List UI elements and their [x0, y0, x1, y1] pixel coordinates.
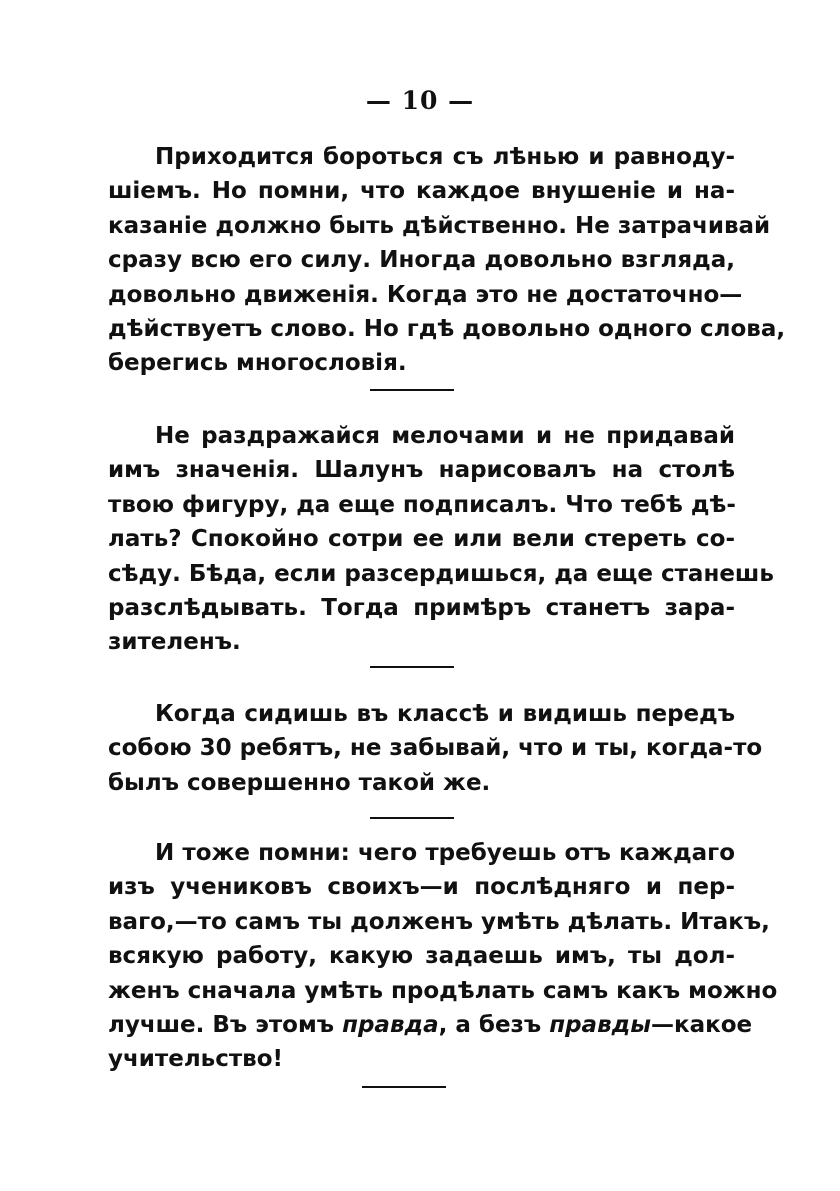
- paragraph-line: сразу всю его силу. Иногда довольно взгляда,: [108, 247, 735, 274]
- paragraph-line: учительство!: [108, 1046, 284, 1073]
- section-divider: [362, 1086, 446, 1088]
- page-number: — 10 —: [365, 86, 475, 115]
- paragraph-line: былъ совершенно такой же.: [108, 769, 491, 796]
- section-divider: [370, 666, 454, 668]
- paragraph-line: женъ сначала умѣть продѣлать самъ какъ можно: [108, 977, 778, 1004]
- paragraph-line: имъ значенія. Шалунъ нарисовалъ на столѣ: [108, 457, 735, 484]
- paragraph-4: [108, 836, 778, 1077]
- line-text: , а безъ: [438, 1012, 550, 1039]
- paragraph-line-with-emphasis: [108, 1008, 753, 1042]
- paragraph-line: казаніе должно быть дѣйственно. Не затрачивай: [108, 212, 771, 239]
- paragraph-line: Когда сидишь въ классѣ и видишь передъ: [155, 701, 735, 727]
- paragraph-1: [108, 140, 786, 381]
- paragraph-line: собою 30 ребятъ, не забывай, что и ты, когда-то: [108, 735, 763, 762]
- emphasis-pravdy: правды: [549, 1012, 652, 1039]
- line-text: лучше. Въ этомъ: [108, 1012, 343, 1039]
- paragraph-line: берегись многословія.: [108, 350, 407, 377]
- paragraph-line: сѣду. Бѣда, если разсердишься, да еще станешь: [108, 560, 774, 587]
- paragraph-line: Не раздражайся мелочами и не придавай: [155, 423, 735, 449]
- paragraph-line: зителенъ.: [108, 629, 241, 656]
- paragraph-line: шіемъ. Но помни, что каждое внушеніе и на-: [108, 178, 735, 205]
- section-divider: [370, 817, 454, 819]
- paragraph-line: изъ учениковъ своихъ—и послѣдняго и пер-: [108, 874, 735, 901]
- paragraph-line: И тоже помни: чего требуешь отъ каждаго: [155, 840, 735, 866]
- paragraph-line: Приходится бороться съ лѣнью и равноду-: [155, 144, 735, 170]
- paragraph-line: разслѣдывать. Тогда примѣръ станетъ зара-: [108, 595, 735, 622]
- paragraph-line: дѣйствуетъ слово. Но гдѣ довольно одного слова,: [108, 316, 786, 343]
- paragraph-2: [108, 419, 774, 660]
- paragraph-line: довольно движенія. Когда это не достаточно—: [108, 281, 743, 308]
- paragraph-line: лать? Спокойно сотри ее или вели стереть со-: [108, 526, 735, 553]
- paragraph-line: всякую работу, какую задаешь имъ, ты дол-: [108, 943, 735, 970]
- section-divider: [370, 389, 454, 391]
- emphasis-pravda: правда: [342, 1012, 439, 1039]
- paragraph-line: ваго,—то самъ ты долженъ умѣть дѣлать. Итакъ,: [108, 908, 770, 935]
- paragraph-line: твою фигуру, да еще подписалъ. Что тебѣ дѣ-: [108, 491, 736, 518]
- line-text: —какое: [651, 1012, 753, 1039]
- paragraph-3: [108, 697, 763, 800]
